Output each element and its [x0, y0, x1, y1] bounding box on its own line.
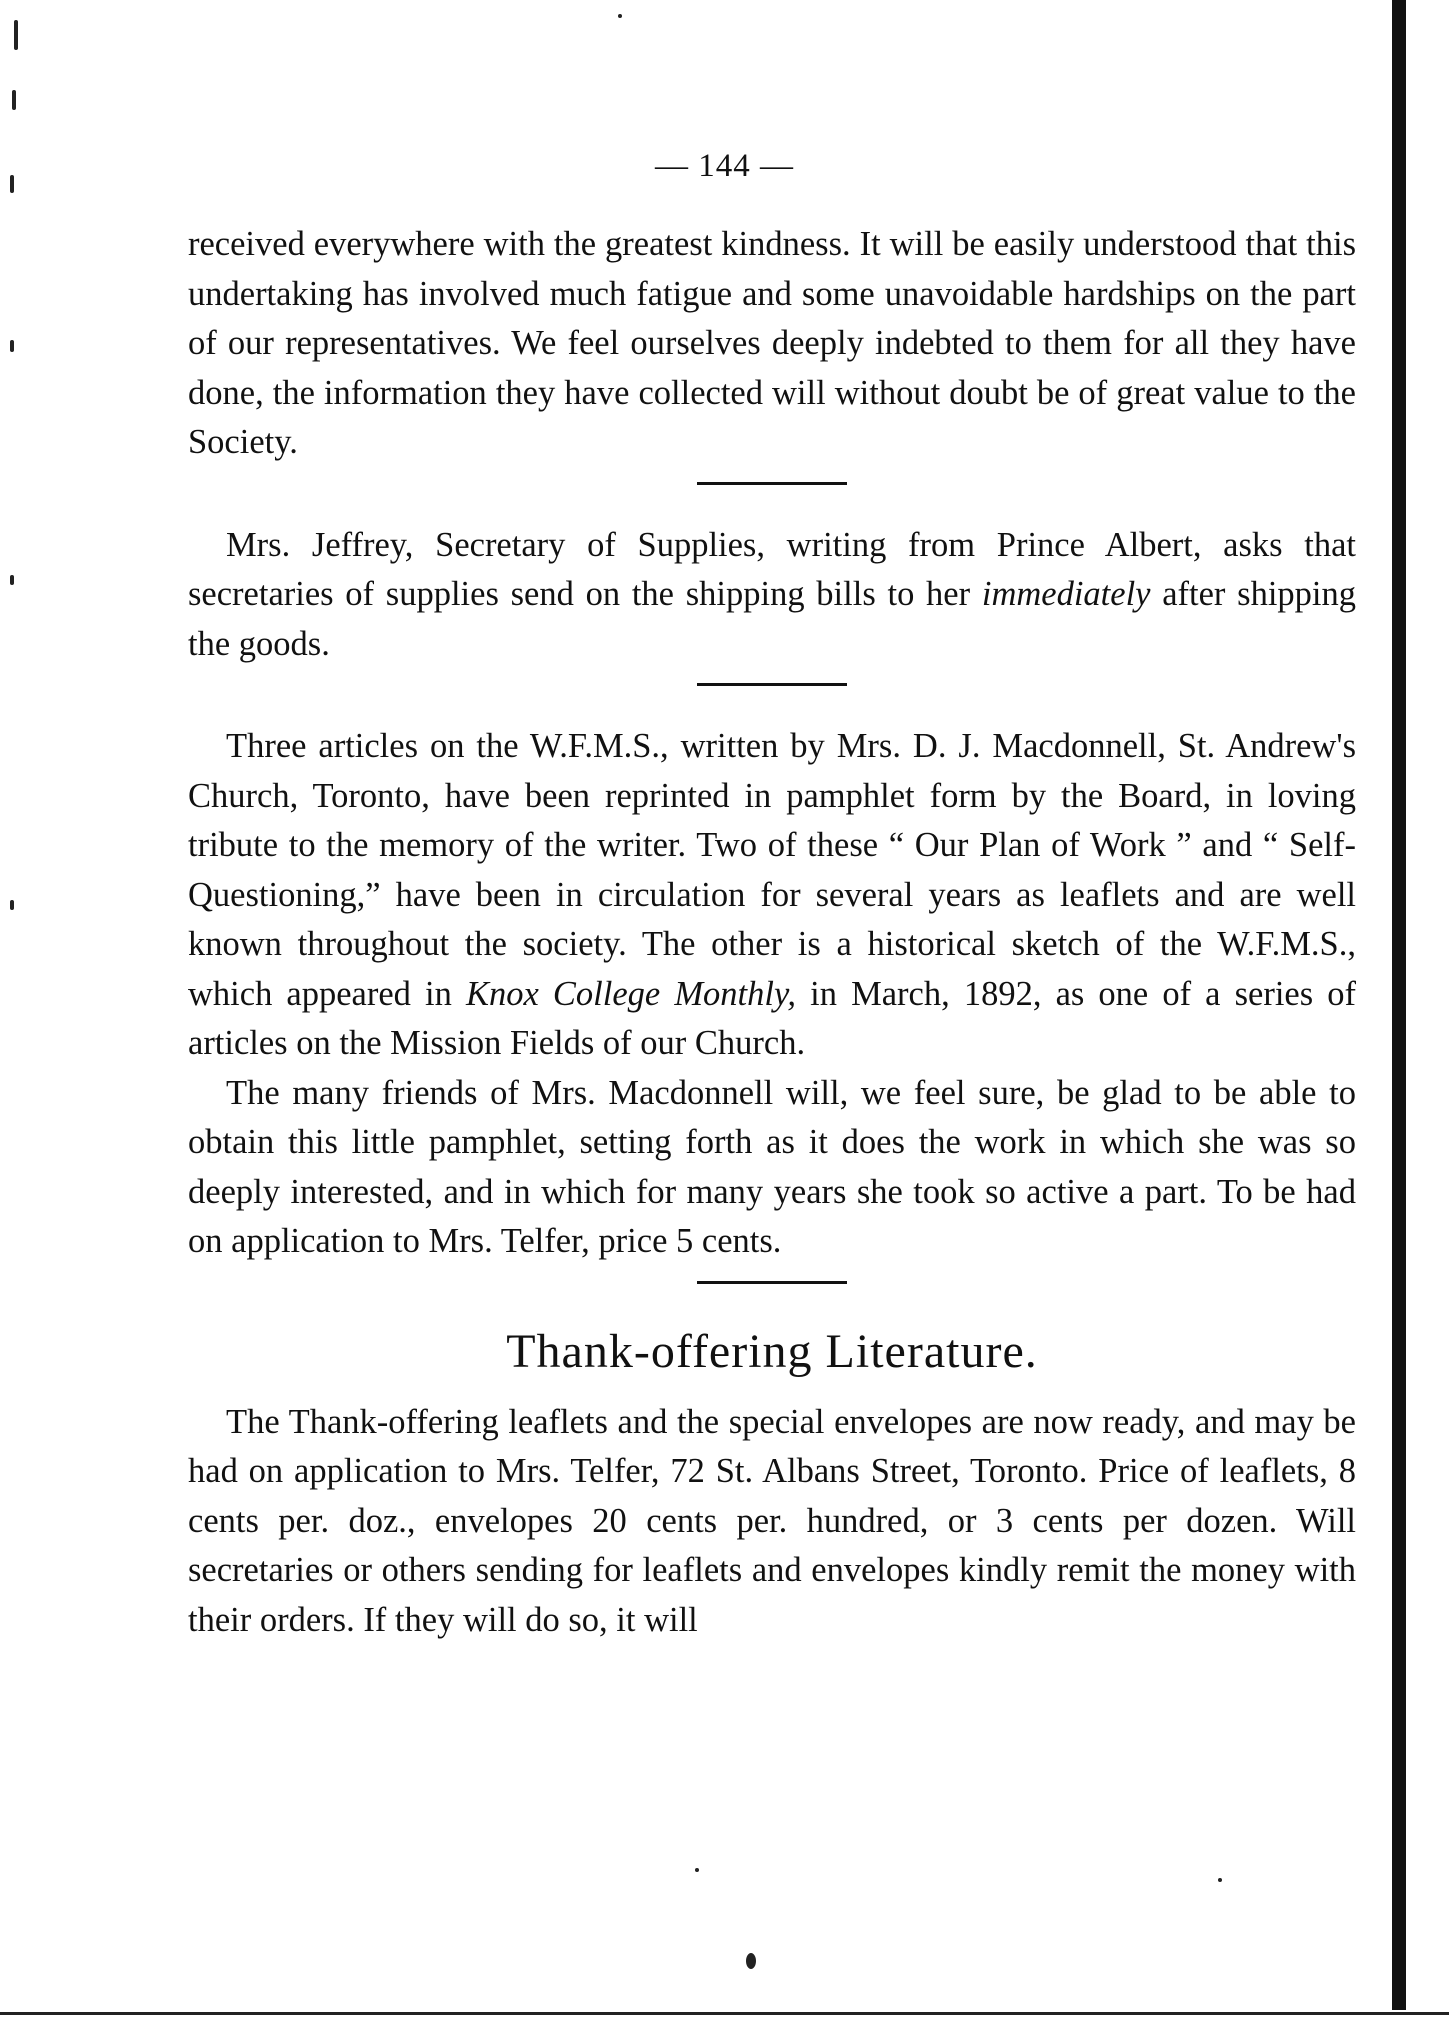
margin-speck: [14, 20, 18, 50]
section-divider: [697, 1281, 847, 1284]
supplies-emphasis: immediately: [981, 575, 1151, 613]
margin-speck: [695, 1868, 699, 1872]
thank-offering-paragraph: The Thank-offering leaflets and the special envelopes are now ready, and may be had on application to Mrs. Telfer, 72 St. Albans Street, Toronto. Price of leaflets, 8 cents per. doz., envelopes 20 cents per. hundred, or 3 cents per dozen. Will secretaries or others sending for leaflets and envelopes kindly remit the money with their orders. If they will do so, it will: [188, 1402, 1356, 1639]
section-divider: [697, 683, 847, 686]
supplies-text-after: after shipping the goods.: [188, 575, 1356, 663]
supplies-text-before: Mrs. Jeffrey, Secretary of Supplies, writing from Prince Albert, asks that secretaries of supplies send on the shipping bills to her: [188, 525, 1356, 613]
journal-title: Knox College Monthly,: [465, 974, 797, 1013]
section-divider: [697, 482, 847, 485]
margin-speck: [12, 90, 16, 110]
margin-speck: [746, 1953, 756, 1969]
text-column: [188, 220, 1356, 1645]
supplies-paragraph: [188, 521, 1356, 670]
page-edge-rule: [1392, 0, 1406, 2010]
page-number: — 144 —: [655, 148, 794, 184]
page-bottom-rule: [0, 2012, 1449, 2015]
margin-speck: [10, 575, 14, 585]
margin-speck: [10, 900, 14, 910]
margin-speck: [10, 340, 14, 352]
margin-speck: [618, 14, 622, 18]
articles-paragraph: [188, 722, 1356, 1069]
pamphlet-paragraph: The many friends of Mrs. Macdonnell will, we feel sure, be glad to be able to obtain this little pamphlet, setting forth as it does the work in which she was so deeply interested, and in which for many years she took so active a part. To be had on application to Mrs. Telfer, price 5 cents.: [188, 1073, 1356, 1260]
section-heading: Thank-offering Literature.: [506, 1324, 1038, 1378]
articles-text-part2: in March, 1892, as one of a series of articles on the Mission Fields of our Church.: [188, 974, 1356, 1062]
intro-paragraph: received everywhere with the greatest kindness. It will be easily understood that this undertaking has involved much fatigue and some unavoidable hardships on the part of our representatives. We feel ourselves deeply indebted to them for all they have done, the information they have collected will without doubt be of great value to the Society.: [188, 225, 1356, 461]
margin-speck: [1218, 1878, 1222, 1882]
articles-text-part1: Three articles on the W.F.M.S., written by Mrs. D. J. Macdonnell, St. Andrew's Church, Toronto, have been reprinted in pamphlet form by the Board, in loving tribute to the memory of the writer. Two of these “ Our Plan of Work ” and “ Self-Questioning,” have been in circulation for several years as leaflets and are well known throughout the society. The other is a historical sketch of the W.F.M.S., which appeared in: [188, 727, 1356, 1013]
